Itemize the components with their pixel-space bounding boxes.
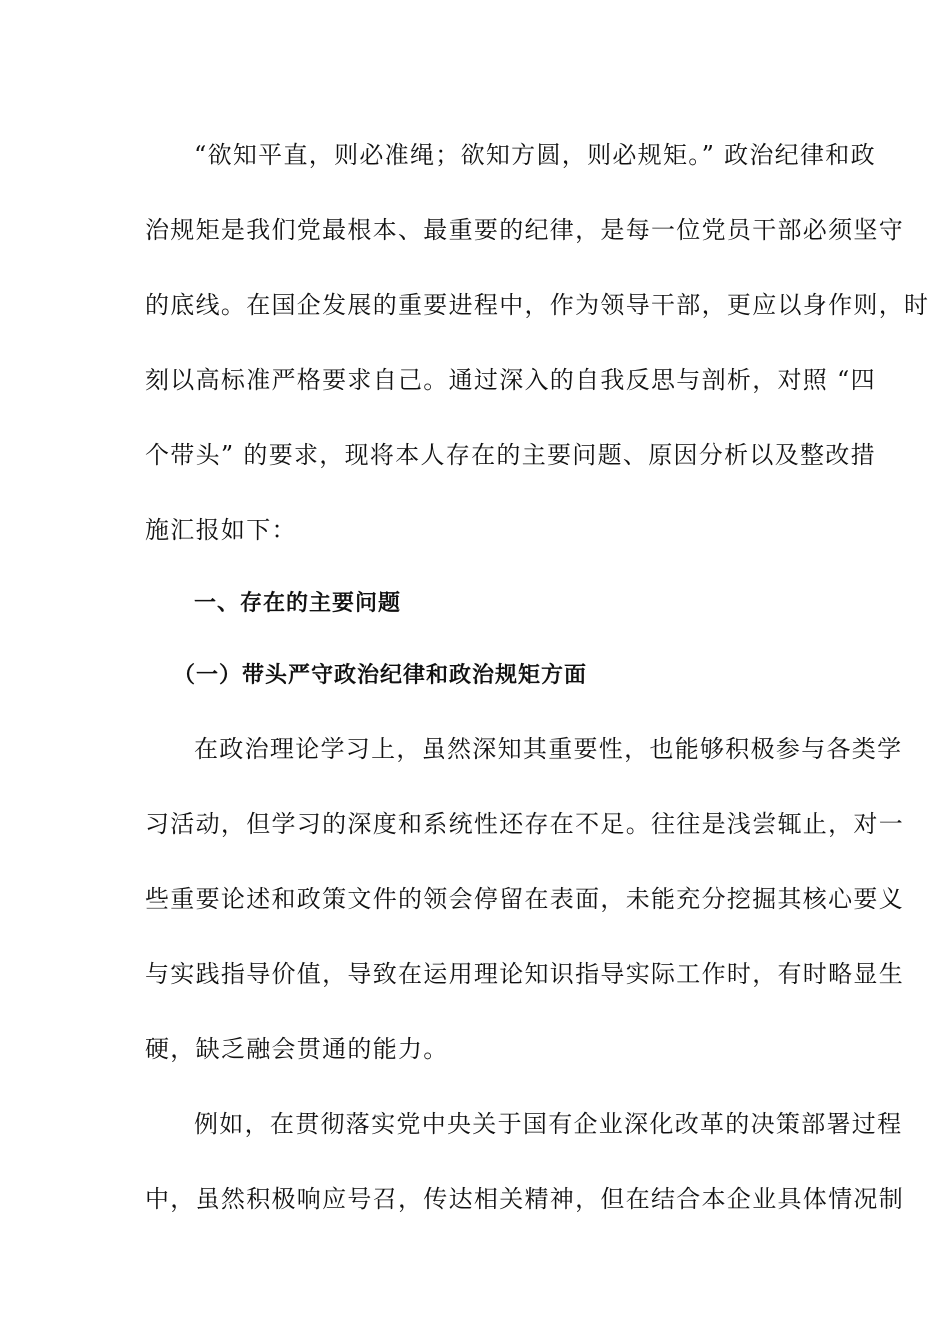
section-heading: 一、存在的主要问题 — [194, 591, 402, 616]
text-line: 些重要论述和政策文件的领会停留在表面，未能充分挖掘其核心要义 — [145, 885, 904, 913]
body-paragraph-political-study — [145, 712, 904, 1087]
text-line: “欲知平直，则必准绳；欲知方圆，则必规矩。” 政治纪律和政 — [194, 141, 876, 169]
body-paragraph-example — [145, 1087, 904, 1237]
text-line: 在政治理论学习上，虽然深知其重要性，也能够积极参与各类学 — [194, 735, 903, 763]
text-line: 习活动，但学习的深度和系统性还存在不足。往往是浅尝辄止，对一 — [145, 810, 904, 838]
intro-paragraph — [145, 118, 930, 568]
subsection-heading: （一）带头严守政治纪律和政治规矩方面 — [173, 663, 588, 688]
text-line: 中，虽然积极响应号召，传达相关精神，但在结合本企业具体情况制 — [145, 1185, 904, 1213]
text-line: 刻以高标准严格要求自己。通过深入的自我反思与剖析，对照 “四 — [145, 366, 876, 394]
text-line: 的底线。在国企发展的重要进程中，作为领导干部，更应以身作则，时 — [145, 291, 930, 319]
text-line: 治规矩是我们党最根本、最重要的纪律，是每一位党员干部必须坚守 — [145, 216, 904, 244]
document-body — [145, 118, 930, 1237]
text-line: 与实践指导价值，导致在运用理论知识指导实际工作时，有时略显生 — [145, 960, 904, 988]
text-line: 个带头” 的要求，现将本人存在的主要问题、原因分析以及整改措 — [145, 441, 876, 469]
text-line: 例如，在贯彻落实党中央关于国有企业深化改革的决策部署过程 — [194, 1110, 903, 1138]
text-line: 硬，缺乏融会贯通的能力。 — [145, 1035, 449, 1063]
text-line: 施汇报如下： — [145, 516, 297, 544]
